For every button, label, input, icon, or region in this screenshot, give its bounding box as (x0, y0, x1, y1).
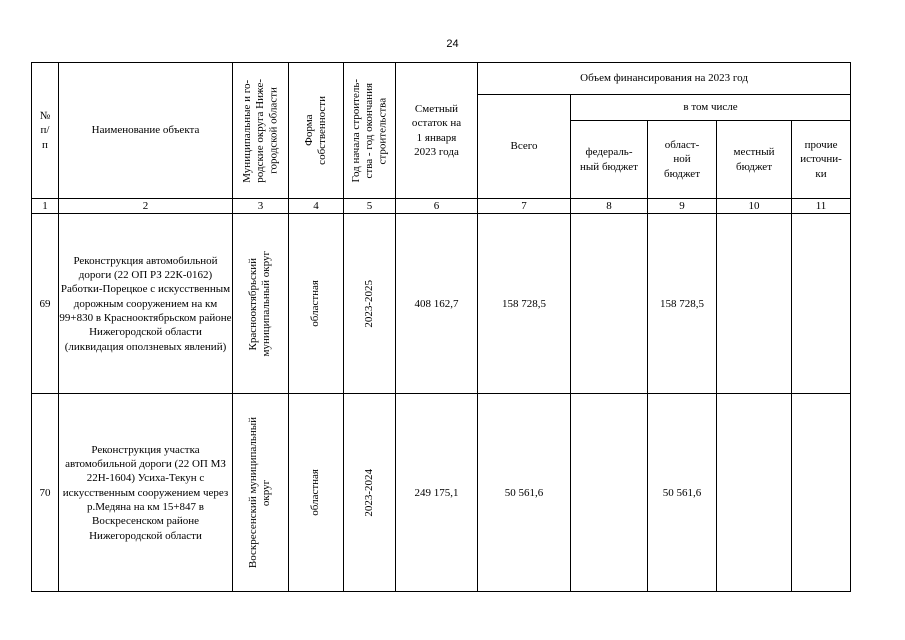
district: Воскресенский муниципальный округ (233, 394, 289, 592)
table-row (32, 214, 851, 394)
header-ownership: Форма собственности (289, 63, 344, 199)
column-number: 4 (289, 199, 344, 214)
header-local: местный бюджет (717, 121, 792, 199)
row-number: 69 (32, 214, 59, 394)
ownership: областная (289, 214, 344, 394)
column-number: 10 (717, 199, 792, 214)
ownership: областная (289, 394, 344, 592)
column-number: 8 (571, 199, 648, 214)
balance: 408 162,7 (396, 214, 478, 394)
page-number: 24 (446, 38, 459, 50)
local (717, 394, 792, 592)
total: 50 561,6 (478, 394, 571, 592)
regional: 158 728,5 (648, 214, 717, 394)
header-districts: Муниципальные и го- родские округа Ниже- городской области (233, 63, 289, 199)
years: 2023-2025 (344, 214, 396, 394)
district: Краснооктябрьский муниципальный округ (233, 214, 289, 394)
balance: 249 175,1 (396, 394, 478, 592)
header-federal: федераль- ный бюджет (571, 121, 648, 199)
column-number: 2 (59, 199, 233, 214)
column-number: 5 (344, 199, 396, 214)
other (792, 394, 851, 592)
header-including: в том числе (571, 95, 851, 121)
header-years: Год начала строитель- ства - год окончания строительства (344, 63, 396, 199)
years: 2023-2024 (344, 394, 396, 592)
header-object-name: Наименование объекта (59, 63, 233, 199)
column-numbers-row (32, 199, 851, 214)
other (792, 214, 851, 394)
header-other: прочие источни- ки (792, 121, 851, 199)
column-number: 1 (32, 199, 59, 214)
header-balance: Сметный остаток на 1 января 2023 года (396, 63, 478, 199)
column-number: 11 (792, 199, 851, 214)
column-number: 3 (233, 199, 289, 214)
row-number: 70 (32, 394, 59, 592)
object-name: Реконструкция участка автомобильной дороги (22 ОП МЗ 22Н-1604) Усиха-Текун с искусственным сооружением через р.Медяна на км 15+847 в Воскресенском районе Нижегородской области (59, 394, 233, 592)
federal (571, 394, 648, 592)
header-row-number: № п/ п (32, 63, 59, 199)
object-name: Реконструкция автомобильной дороги (22 ОП РЗ 22К-0162) Работки-Порецкое с искусственным дорожным сооружением на км 99+830 в Краснооктябрьском районе Нижегородской области (ликвидация оползневых явлений) (59, 214, 233, 394)
header-financing: Объем финансирования на 2023 год (478, 63, 851, 95)
regional: 50 561,6 (648, 394, 717, 592)
local (717, 214, 792, 394)
column-number: 6 (396, 199, 478, 214)
table-row (32, 394, 851, 592)
header-total: Всего (478, 95, 571, 199)
header-regional: област- ной бюджет (648, 121, 717, 199)
column-number: 7 (478, 199, 571, 214)
column-number: 9 (648, 199, 717, 214)
total: 158 728,5 (478, 214, 571, 394)
federal (571, 214, 648, 394)
financing-table (31, 62, 851, 592)
